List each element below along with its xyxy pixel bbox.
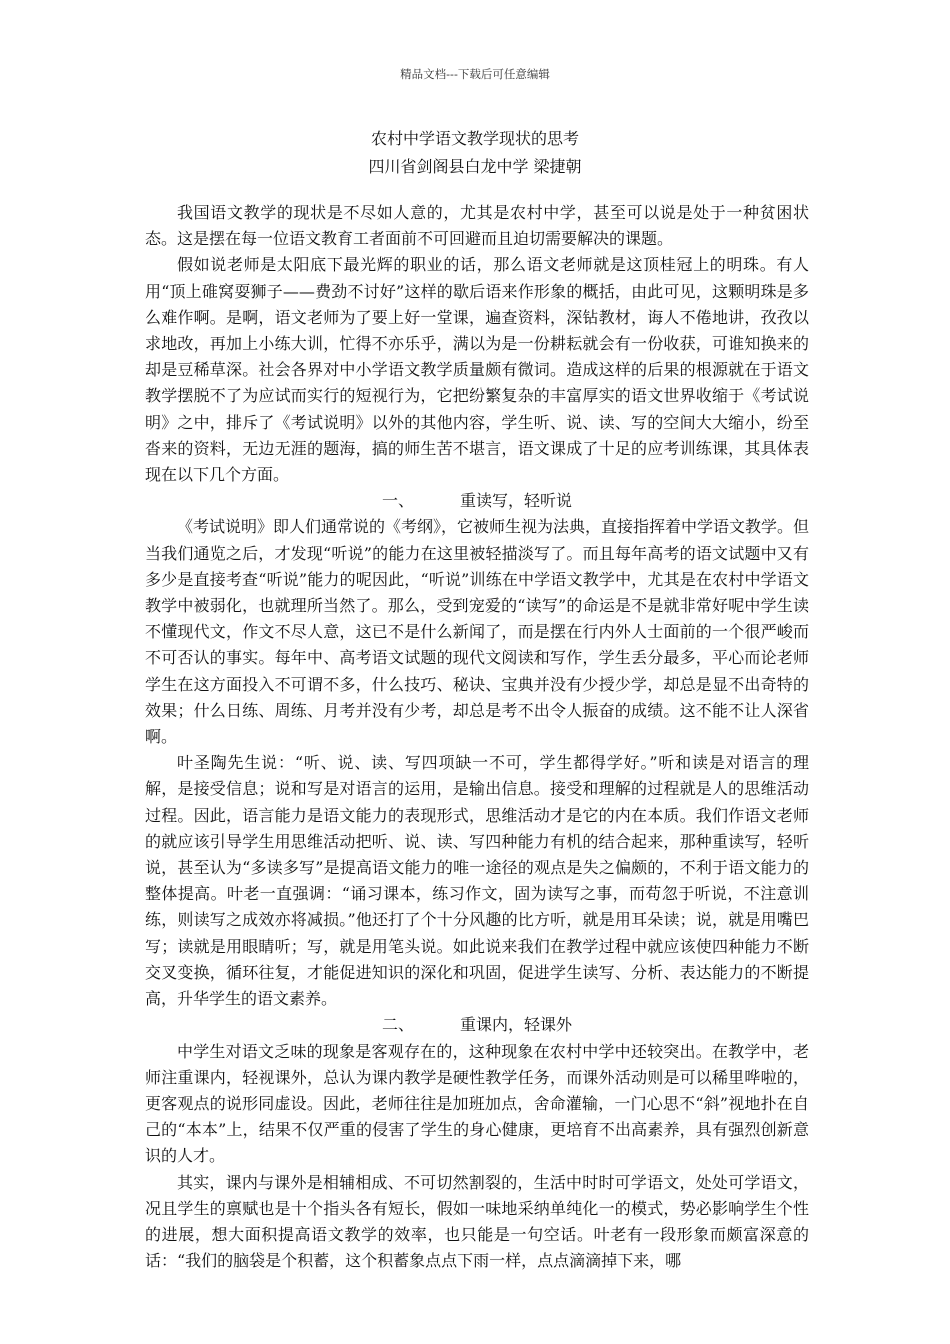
paragraph: 《考试说明》即人们通常说的《考纲》，它被师生视为法典，直接指挥着中学语文教学。但当我们通览之后，才发现“听说”的能力在这里被轻描淡写了。而且每年高考的语文试题中又有多少是直接考查“听说”能力的呢因此，“听说”训练在中学语文教学中，尤其是在农村中学语文教学中被弱化，也就理所当然了。那么，受到宠爱的“读写”的命运是不是就非常好呢中学生读不懂现代文，作文不尽人意，这已不是什么新闻了，而是摆在行内外人士面前的一个很严峻而不可否认的事实。每年中、高考语文试题的现代文阅读和写作，学生丢分最多，平心而论老师学生在这方面投入不可谓不多，什么技巧、秘诀、宝典并没有少授少学，却总是显不出奇特的效果；什么日练、周练、月考并没有少考，却总是考不出令人振奋的成绩。这不能不让人深省啊。	[145, 517, 810, 747]
page-header: 精品文档---下载后可任意编辑	[400, 67, 550, 81]
author-line: 四川省剑阁县白龙中学 梁捷朝	[368, 157, 582, 176]
section-heading-text: 重读写，轻听说	[459, 491, 572, 511]
section-heading	[145, 1012, 809, 1038]
section-number: 二、	[381, 1015, 414, 1035]
section-heading-text: 重课内，轻课外	[459, 1015, 572, 1035]
section-number: 一、	[381, 491, 414, 511]
section-heading	[145, 488, 809, 514]
paragraph: 假如说老师是太阳底下最光辉的职业的话，那么语文老师就是这顶桂冠上的明珠。有人用“顶上碓窝耍狮子——费劲不讨好”这样的歇后语来作形象的概括，由此可见，这颗明珠是多么难作啊。是啊，语文老师为了要上好一堂课，遍查资料，深钻教材，诲人不倦地讲，孜孜以求地改，再加上小练大训，忙得不亦乐乎，满以为是一份耕耘就会有一份收获，可谁知换来的却是豆稀草深。社会各界对中小学语文教学质量颇有微词。造成这样的后果的根源就在于语文教学摆脱不了为应试而实行的短视行为，它把纷繁复杂的丰富厚实的语文世界收缩于《考试说明》之中，排斥了《考试说明》以外的其他内容，学生听、说、读、写的空间大大缩小，纷至沓来的资料，无边无涯的题海，搞的师生苦不堪言，语文课成了十足的应考训练课，其具体表现在以下几个方面。	[145, 255, 809, 485]
paragraph: 叶圣陶先生说：“听、说、读、写四项缺一不可，学生都得学好。”听和读是对语言的理解，是接受信息；说和写是对语言的运用，是输出信息。接受和理解的过程就是人的思维活动过程。因此，语言能力是语文能力的表现形式，思维活动才是它的内在本质。我们作语文老师的就应该引导学生用思维活动把听、说、读、写四种能力有机的结合起来，那种重读写，轻听说，甚至认为“多读多写”是提高语文能力的唯一途径的观点是失之偏颇的，不利于语文能力的整体提高。叶老一直强调：“诵习课本，练习作文，固为读写之事，而苟忽于听说，不注意训练，则读写之成效亦将减损。”他还打了个十分风趣的比方听，就是用耳朵读；说，就是用嘴巴写；读就是用眼睛听；写，就是用笔头说。如此说来我们在教学过程中就应该使四种能力不断交叉变换，循环往复，才能促进知识的深化和巩固，促进学生读写、分析、表达能力的不断提高，升华学生的语文素养。	[145, 753, 809, 1009]
paragraph: 我国语文教学的现状是不尽如人意的，尤其是农村中学，甚至可以说是处于一种贫困状态。这是摆在每一位语文教育工者面前不可回避而且迫切需要解决的课题。	[145, 203, 809, 249]
document-title: 农村中学语文教学现状的思考	[370, 129, 579, 148]
paragraph: 其实，课内与课外是相辅相成、不可切然割裂的，生活中时时可学语文，处处可学语文，况且学生的禀赋也是十个指头各有短长，假如一味地采纳单纯化一的模式，势必影响学生个性的进展，想大面积提高语文教学的效率，也只能是一句空话。叶老有一段形象而颇富深意的话：“我们的脑袋是个积蓄，这个积蓄象点点下雨一样，点点滴滴掉下来，哪	[145, 1172, 809, 1271]
paragraph: 中学生对语文乏味的现象是客观存在的，这种现象在农村中学中还较突出。在教学中，老师注重课内，轻视课外，总认为课内教学是硬性教学任务，而课外活动则是可以稀里哗啦的，更客观点的说形同虚设。因此，老师往往是加班加点，舍命灌输，一门心思不“斜”视地扑在自己的“本本”上，结果不仅严重的侵害了学生的身心健康，更培育不出高素养，具有强烈创新意识的人才。	[145, 1041, 809, 1166]
document-body	[145, 200, 809, 1274]
